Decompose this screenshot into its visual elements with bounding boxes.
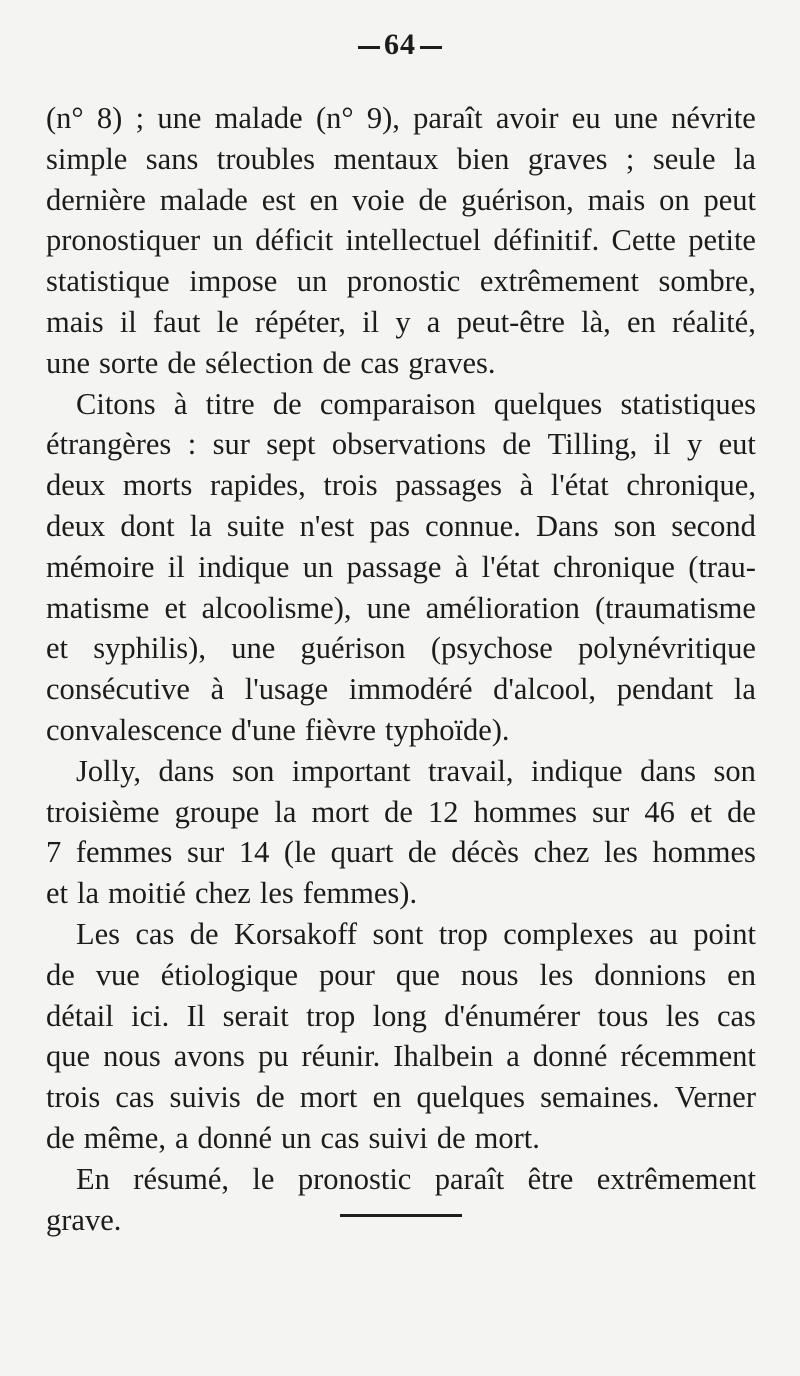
text-line: pronostiquer un déficit intellectuel définitif. Cette petite [46,223,756,258]
text-line: une sorte de sélection de cas graves. [46,345,496,380]
text-line: détail ici. Il serait trop long d'énumérer tous les cas [46,998,756,1033]
text-line: consécutive à l'usage immodéré d'alcool, pendant la [46,672,756,707]
text-line: matisme et alcoolisme), une amélioration (traumatisme [46,590,756,625]
text-line: Les cas de Korsakoff sont trop complexes au point [76,916,756,951]
text-line: mémoire il indique un passage à l'état chronique (trau- [46,549,756,584]
text-line: étrangères : sur sept observations de Tilling, il y eut [46,427,756,462]
text-line: Jolly, dans son important travail, indique dans son [76,753,756,788]
section-end-rule [340,1214,462,1217]
text-line: et la moitié chez les femmes). [46,876,418,911]
text-line: trois cas suivis de mort en quelques semaines. Verner [46,1080,756,1115]
text-line: deux dont la suite n'est pas connue. Dans son second [46,508,756,543]
text-line: (n° 8) ; une malade (n° 9), paraît avoir eu une névrite [46,101,756,135]
page-number-text: 64 [384,28,416,61]
page-number-dash-right [420,46,442,49]
body-text [46,98,756,1240]
text-line: que nous avons pu réunir. Ihalbein a donné récemment [46,1039,756,1074]
text-line: simple sans troubles mentaux bien graves ; seule la [46,141,756,176]
page-number-dash-left [358,46,380,49]
page-number [0,28,800,62]
text-line: statistique impose un pronostic extrêmement sombre, [46,264,756,299]
text-line: En résumé, le pronostic paraît être extrêmement [76,1161,756,1196]
text-line: convalescence d'une fièvre typhoïde). [46,712,510,747]
text-line: de même, a donné un cas suivi de mort. [46,1120,540,1155]
text-line: 7 femmes sur 14 (le quart de décès chez les hommes [46,835,756,870]
text-line: dernière malade est en voie de guérison, mais on peut [46,182,756,217]
text-line: deux morts rapides, trois passages à l'état chronique, [46,468,756,503]
text-line: grave. [46,1202,122,1237]
text-line: mais il faut le répéter, il y a peut-être là, en réalité, [46,304,756,339]
text-line: troisième groupe la mort de 12 hommes sur 46 et de [46,794,756,829]
text-line: et syphilis), une guérison (psychose polynévritique [46,631,756,666]
text-line: Citons à titre de comparaison quelques statistiques [76,386,756,421]
text-line: de vue étiologique pour que nous les donnions en [46,957,756,992]
